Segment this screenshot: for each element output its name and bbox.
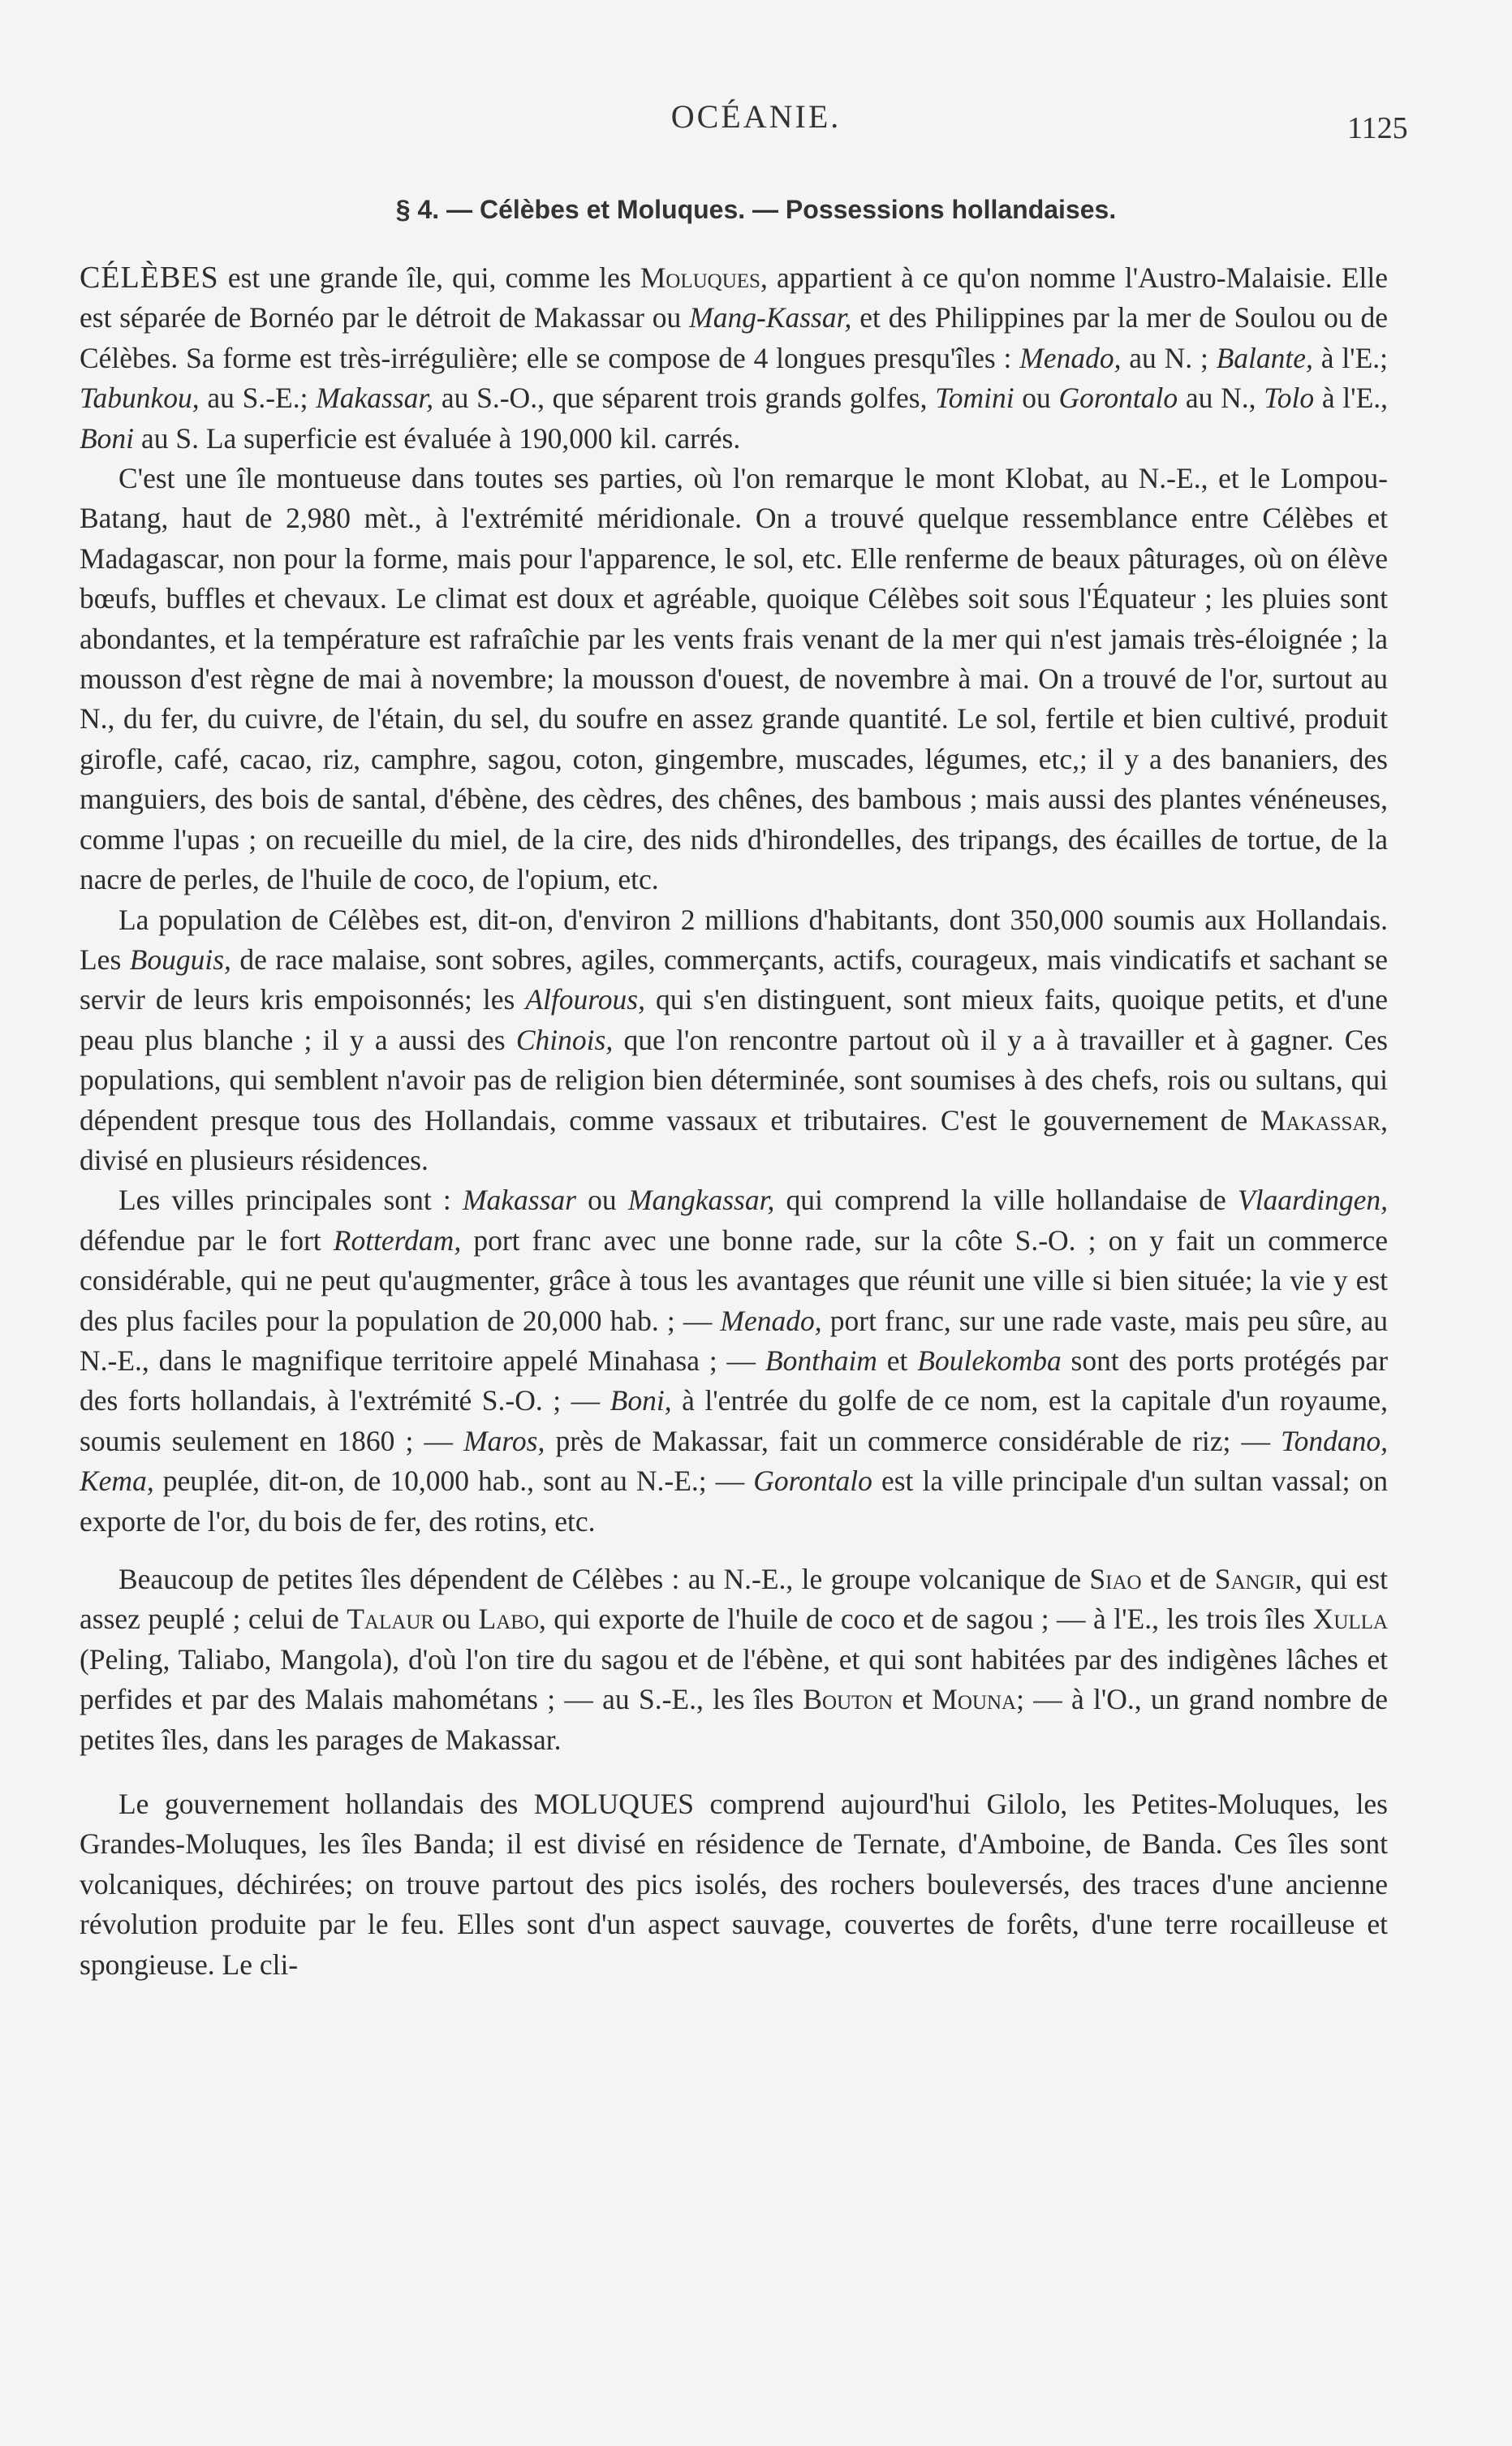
paragraph-celebes-intro: CÉLÈBES est une grande île, qui, comme les Moluques, appartient à ce qu'on nomme l'Austro-Malaisie. Elle est séparée de Bornéo par le détroit de Makassar ou Mang-Kassar, et des Philippines par la mer de Soulou ou de Célèbes. Sa forme est très-irrégulière; elle se compose de 4 longues presqu'îles : Menado, au N. ; Balante, à l'E.; Tabunkou, au S.-E.; Makassar, au S.-O., que séparent trois grands golfes, Tomini ou Gorontalo au N., Tolo à l'E., Boni au S. La superficie est évaluée à 190,000 kil. carrés. (80, 261, 1388, 455)
paragraph-moluques: Le gouvernement hollandais des MOLUQUES comprend aujourd'hui Gilolo, les Petites-Moluques, les Grandes-Moluques, les îles Banda; il est divisé en résidence de Ternate, d'Amboine, de Banda. Ces îles sont volcaniques, déchirées; on trouve partout des pics isolés, des rochers bouleversés, des traces d'une ancienne révolution produite par le feu. Elles sont d'un aspect sauvage, couvertes de forêts, d'une terre rocailleuse et spongieuse. Le cli- (80, 1788, 1388, 1981)
running-title: OCÉANIE. (670, 98, 842, 135)
paragraph-relief-climate: C'est une île montueuse dans toutes ses parties, où l'on remarque le mont Klobat, au N.-E., et le Lompou-Batang, haut de 2,980 mèt., à l'extrémité méridionale. On a trouvé quelque ressemblance entre Célèbes et Madagascar, non pour la forme, mais pour l'apparence, le sol, etc. Elle renferme de beaux pâturages, où on élève bœufs, buffles et chevaux. Le climat est doux et agréable, quoique Célèbes soit sous l'Équateur ; les pluies sont abondantes, et la température est rafraîchie par les vents frais venant de la mer qui n'est jamais très-éloignée ; la mousson d'est règne de mai à novembre; la mousson d'ouest, de novembre à mai. On a trouvé de l'or, surtout au N., du fer, du cuivre, de l'étain, du sel, du soufre en assez grande quantité. Le sol, fertile et bien cultivé, produit girofle, café, cacao, riz, camphre, sagou, coton, gingembre, muscades, légumes, etc,; il y a des bananiers, des manguiers, des bois de santal, d'ébène, des cèdres, des chênes, des bambous ; mais aussi des plantes vénéneuses, comme l'upas ; on recueille du miel, de la cire, des nids d'hirondelles, des tripangs, des écailles de tortue, de la nacre de perles, de l'huile de coco, de l'opium, etc. (80, 462, 1388, 896)
body-text (80, 258, 1388, 1985)
page-number: 1125 (1347, 111, 1408, 145)
paragraph-cities: Les villes principales sont : Makassar ou Mangkassar, qui comprend la ville hollandaise de Vlaardingen, défendue par le fort Rotterdam, port franc avec une bonne rade, sur la côte S.-O. ; on y fait un commerce considérable, qui ne peut qu'augmenter, grâce à tous les avantages que réunit une ville si bien située; la vie y est des plus faciles pour la population de 20,000 hab. ; — Menado, port franc, sur une rade vaste, mais peu sûre, au N.-E., dans le magnifique territoire appelé Minahasa ; — Bonthaim et Boulekomba sont des ports protégés par des forts hollandais, à l'extrémité S.-O. ; — Boni, à l'entrée du golfe de ce nom, est la capitale d'un royaume, soumis seulement en 1860 ; — Maros, près de Makassar, fait un commerce considérable de riz; — Tondano, Kema, peuplée, dit-on, de 10,000 hab., sont au N.-E.; — Gorontalo est la ville principale d'un sultan vassal; on exporte de l'or, du bois de fer, des rotins, etc. (80, 1184, 1389, 1538)
paragraph-small-islands: Beaucoup de petites îles dépendent de Célèbes : au N.-E., le groupe volcanique de Siao et de Sangir, qui est assez peuplé ; celui de Talaur ou Labo, qui exporte de l'huile de coco et de sagou ; — à l'E., les trois îles Xulla (Peling, Taliabo, Mangola), d'où l'on tire du sagou et de l'ébène, et qui sont habitées par des indigènes lâches et perfides et par des Malais mahométans ; — au S.-E., les îles Bouton et Mouna; — à l'O., un grand nombre de petites îles, dans les parages de Makassar. (80, 1563, 1389, 1756)
section-heading: § 4. — Célèbes et Moluques. — Possessions hollandaises. (395, 195, 1117, 224)
paragraph-population: La population de Célèbes est, dit-on, d'environ 2 millions d'habitants, dont 350,000 soumis aux Hollandais. Les Bouguis, de race malaise, sont sobres, agiles, commerçants, actifs, courageux, mais vindicatifs et sachant se servir de leurs kris empoisonnés; les Alfourous, qui s'en distinguent, sont mieux faits, quoique petits, et d'une peau plus blanche ; il y a aussi des Chinois, que l'on rencontre partout où il y a à travailler et à gagner. Ces populations, qui semblent n'avoir pas de religion bien déterminée, sont soumises à des chefs, rois ou sultans, qui dépendent presque tous des Hollandais, comme vassaux et tributaires. C'est le gouvernement de Makassar, divisé en plusieurs résidences. (80, 903, 1388, 1176)
